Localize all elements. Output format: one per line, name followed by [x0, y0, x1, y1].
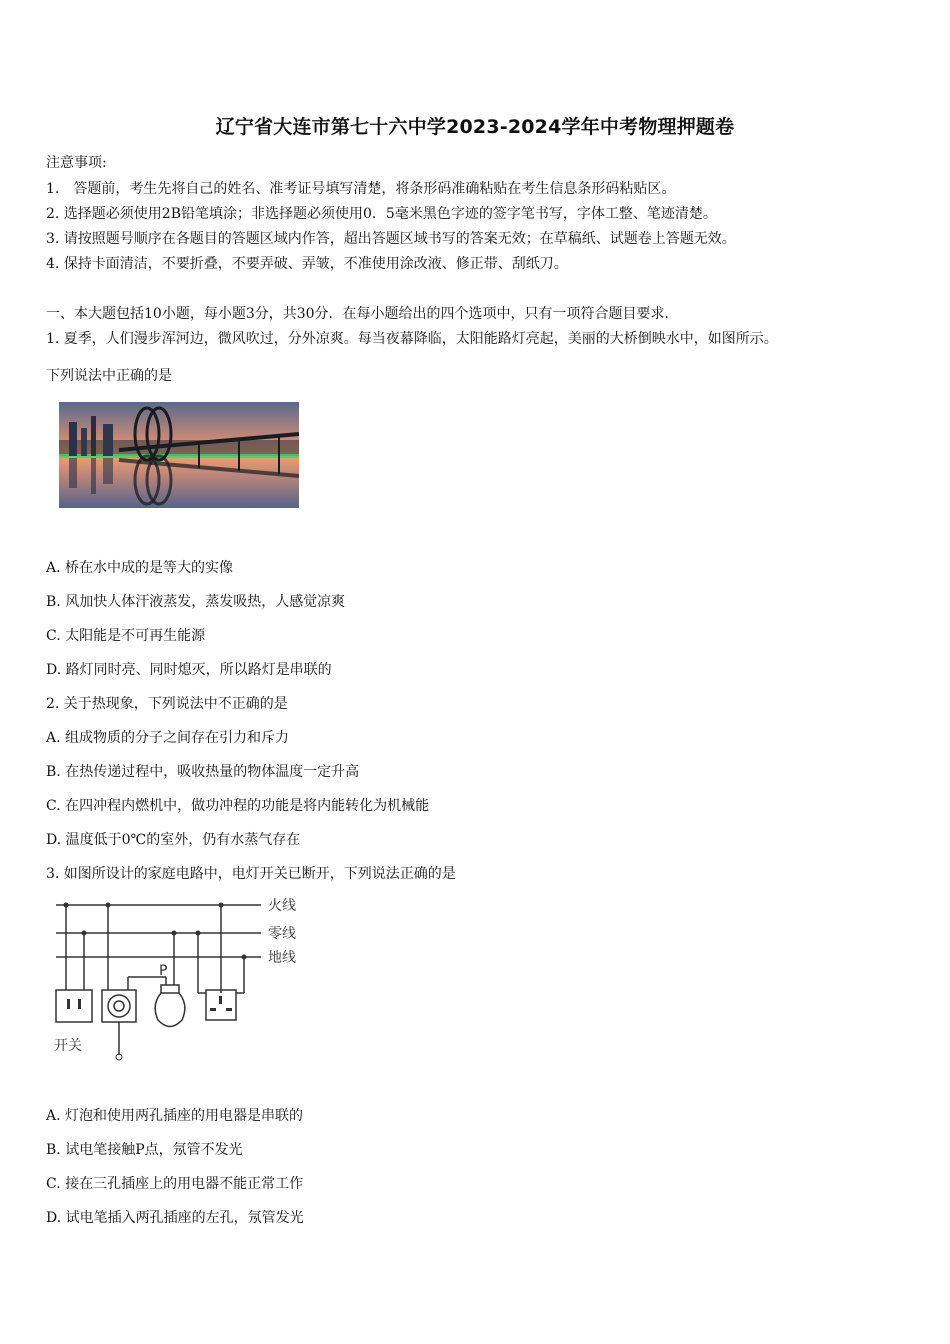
q3-option-d[interactable]: D. 试电笔插入两孔插座的左孔，氖管发光 [46, 1210, 304, 1226]
q2-option-b[interactable]: B. 在热传递过程中，吸收热量的物体温度一定升高 [46, 764, 360, 780]
live-wire-label: 火线 [268, 898, 296, 914]
question-1-stem: 1. 夏季，人们漫步浑河边，微风吹过，分外凉爽。每当夜幕降临，太阳能路灯亮起，美丽的大桥倒映水中，如图所示。 [46, 331, 778, 347]
notice-item: 1. 答题前，考生先将自己的姓名、准考证号填写清楚，将条形码准确粘贴在考生信息条形码粘贴区。 [46, 181, 676, 197]
question-2-stem: 2. 关于热现象，下列说法中不正确的是 [46, 696, 288, 712]
bridge-night-photo [59, 402, 299, 508]
household-circuit-diagram [46, 895, 316, 1070]
notice-item: 2. 选择题必须使用2B铅笔填涂；非选择题必须使用0．5毫米黑色字迹的签字笔书写，字体工整、笔迹清楚。 [46, 206, 717, 222]
q3-option-c[interactable]: C. 接在三孔插座上的用电器不能正常工作 [46, 1176, 304, 1192]
q2-option-d[interactable]: D. 温度低于0℃的室外，仍有水蒸气存在 [46, 832, 301, 848]
q3-option-b[interactable]: B. 试电笔接触P点，氖管不发光 [46, 1142, 243, 1158]
q2-option-c[interactable]: C. 在四冲程内燃机中，做功冲程的功能是将内能转化为机械能 [46, 798, 430, 814]
q1-option-c[interactable]: C. 太阳能是不可再生能源 [46, 628, 206, 644]
neutral-wire-label: 零线 [268, 926, 296, 942]
question-3-stem: 3. 如图所设计的家庭电路中，电灯开关已断开，下列说法正确的是 [46, 866, 456, 882]
question-1-stem-cont: 下列说法中正确的是 [46, 368, 172, 384]
switch-label: 开关 [54, 1038, 82, 1054]
q3-option-a[interactable]: A. 灯泡和使用两孔插座的用电器是串联的 [46, 1108, 304, 1124]
notice-item: 3. 请按照题号顺序在各题目的答题区域内作答，超出答题区域书写的答案无效；在草稿纸、试题卷上答题无效。 [46, 231, 736, 247]
q1-option-a[interactable]: A. 桥在水中成的是等大的实像 [46, 560, 234, 576]
section-heading: 一、本大题包括10小题，每小题3分，共30分．在每小题给出的四个选项中，只有一项符合题目要求． [46, 306, 679, 322]
notice-heading: 注意事项: [46, 155, 107, 171]
q2-option-a[interactable]: A. 组成物质的分子之间存在引力和斥力 [46, 730, 290, 746]
notice-item: 4. 保持卡面清洁，不要折叠，不要弄破、弄皱，不准使用涂改液、修正带、刮纸刀。 [46, 256, 568, 272]
q1-option-b[interactable]: B. 风加快人体汗液蒸发，蒸发吸热，人感觉凉爽 [46, 594, 346, 610]
q1-option-d[interactable]: D. 路灯同时亮、同时熄灭，所以路灯是串联的 [46, 662, 332, 678]
ground-wire-label: 地线 [268, 950, 296, 966]
point-p-label: P [159, 963, 168, 979]
exam-title: 辽宁省大连市第七十六中学2023-2024学年中考物理押题卷 [215, 116, 735, 138]
